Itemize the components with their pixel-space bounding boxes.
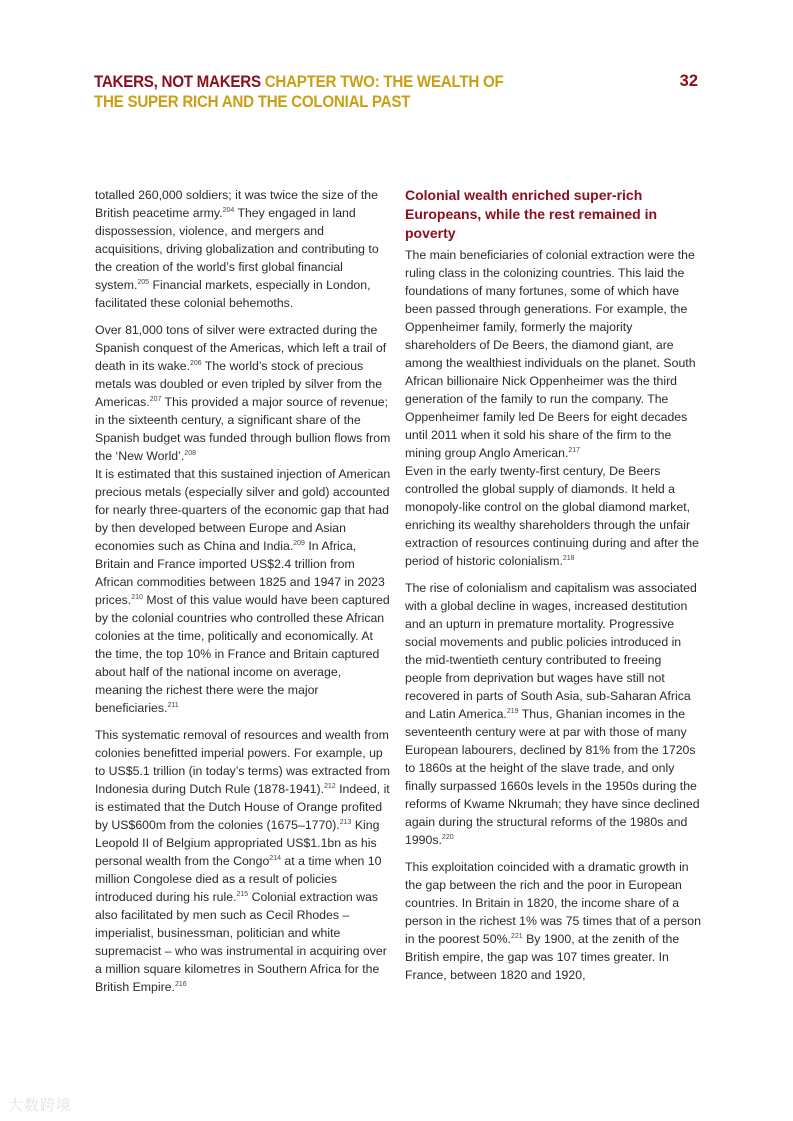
footnote-ref[interactable]: 212 bbox=[324, 782, 336, 790]
footnote-ref[interactable]: 217 bbox=[568, 446, 581, 454]
footnote-ref[interactable]: 204 bbox=[222, 206, 235, 214]
watermark: 大数跨境 bbox=[8, 1097, 73, 1114]
paragraph: The rise of colonialism and capitalism was associated with a global decline in wages, increased destitution and an upturn in premature mortality. Progressive social movements and public policies introduced in the mid-twentieth century contributed to freeing people from deprivation but wages have still not recovered in parts of South Asia, sub-Saharan Africa and Latin America.$^{219}$ Thus, Ghanian incomes in the seventeenth century were at par with those of many European labourers, declined by 81% from the 1720s to 1860s at the height of the slave trade, and only finally surpassed 1660s levels in the 1950s during the reforms of Kwame Nkrumah; they have since declined again during the structural reforms of the 1980s and 1990s.$^{220}$ bbox=[405, 581, 700, 847]
footnote-ref[interactable]: 207 bbox=[149, 395, 162, 403]
footnote-ref[interactable]: 215 bbox=[236, 890, 249, 898]
footnote-ref[interactable]: 206 bbox=[190, 359, 202, 367]
running-header bbox=[94, 72, 536, 112]
footnote-ref[interactable]: 214 bbox=[269, 854, 281, 862]
footnote-ref[interactable]: 211 bbox=[167, 701, 179, 709]
right-column bbox=[405, 186, 701, 993]
paragraph: It is estimated that this sustained injection of American precious metals (especially silver and gold) accounted for nearly three-quarters of the economic gap that had by then developed between Europe and Asian economies such as China and India.$^{209}$ In Africa, Britain and France imported US$2.4 trillion from African commodities between 1825 and 1947 in 2023 prices.$^{210}$ Most of this value would have been captured by the colonial countries who controlled these African colonies at the time, politically and economically. At the time, the top 10% in France and Britain captured about half of the national income on average, meaning the richest there were the major beneficiaries.$^{211}$ bbox=[95, 467, 391, 715]
section-subheading: Colonial wealth enriched super-rich Europeans, while the rest remained in poverty bbox=[405, 187, 658, 241]
footnote-ref[interactable]: 209 bbox=[293, 539, 305, 547]
paragraph: The main beneficiaries of colonial extraction were the ruling class in the colonizing countries. This laid the foundations of many fortunes, some of which have been passed through generations. For example, the Oppenheimer family, formerly the majority shareholders of De Beers, the diamond giant, are among the wealthiest individuals on the planet. South African billionaire Nick Oppenheimer was the third generation of the family to run the company. The Oppenheimer family led De Beers for eight decades until 2011 when it sold his share of the firm to the mining group Anglo American.$^{217}$ bbox=[405, 248, 696, 460]
footnote-ref[interactable]: 208 bbox=[184, 449, 196, 457]
left-column bbox=[95, 186, 391, 1005]
paragraph: totalled 260,000 soldiers; it was twice the size of the British peacetime army.$^{204}$ They engaged in land dispossession, violence, and mergers and acquisitions, driving globalization and contributing to the creation of the world’s first global financial system.$^{205}$ Financial markets, especially in London, facilitated these colonial behemoths. bbox=[95, 188, 379, 310]
footnote-ref[interactable]: 218 bbox=[562, 554, 575, 562]
report-title: TAKERS, NOT MAKERS bbox=[94, 73, 261, 91]
paragraph: This exploitation coincided with a dramatic growth in the gap between the rich and the poor in European countries. In Britain in 1820, the income share of a person in the richest 1% was 75 times that of a person in the poorest 50%.$^{221}$ By 1900, at the zenith of the British empire, the gap was 107 times greater. In France, between 1820 and 1920, bbox=[405, 860, 701, 982]
page-number: 32 bbox=[679, 72, 698, 90]
footnote-ref[interactable]: 210 bbox=[131, 593, 143, 601]
paragraph: Even in the early twenty-first century, De Beers controlled the global supply of diamonds. It held a monopoly-like control on the global diamond market, enriching its wealthy shareholders through the unfair extraction of resources continuing during and after the period of historic colonialism.$^{218}$ bbox=[405, 464, 699, 568]
footnote-ref[interactable]: 219 bbox=[506, 707, 519, 715]
footnote-ref[interactable]: 216 bbox=[174, 980, 187, 988]
paragraph: This systematic removal of resources and wealth from colonies benefitted imperial powers. For example, up to US$5.1 trillion (in today’s terms) was extracted from Indonesia during Dutch Rule (1878-1941).$^{212}$ Indeed, it is estimated that the Dutch House of Orange profited by US$600m from the colonies (1675–1770).$^{213}$ King Leopold II of Belgium appropriated US$1.1bn as his personal wealth from the Congo$^{214}$ at a time when 10 million Congolese died as a result of policies introduced during his rule.$^{215}$ Colonial extraction was also facilitated by men such as Cecil Rhodes – imperialist, businessman, politician and white supremacist – who was instrumental in acquiring over a million square kilometres in Southern Africa for the British Empire.$^{216}$ bbox=[95, 728, 391, 994]
footnote-ref[interactable]: 220 bbox=[441, 833, 454, 841]
chapter-title: CHAPTER TWO: THE WEALTH OF THE SUPER RICH AND THE COLONIAL PAST bbox=[94, 73, 504, 111]
footnote-ref[interactable]: 205 bbox=[137, 278, 150, 286]
paragraph: Over 81,000 tons of silver were extracted during the Spanish conquest of the Americas, which left a trail of death in its wake.$^{206}$ The world’s stock of precious metals was doubled or even tripled by silver from the Americas.$^{207}$ This provided a major source of revenue; in the sixteenth century, a significant share of the Spanish budget was funded through bullion flows from the ‘New World’.$^{208}$ bbox=[95, 323, 391, 463]
footnote-ref[interactable]: 221 bbox=[510, 932, 523, 940]
footnote-ref[interactable]: 213 bbox=[339, 818, 352, 826]
